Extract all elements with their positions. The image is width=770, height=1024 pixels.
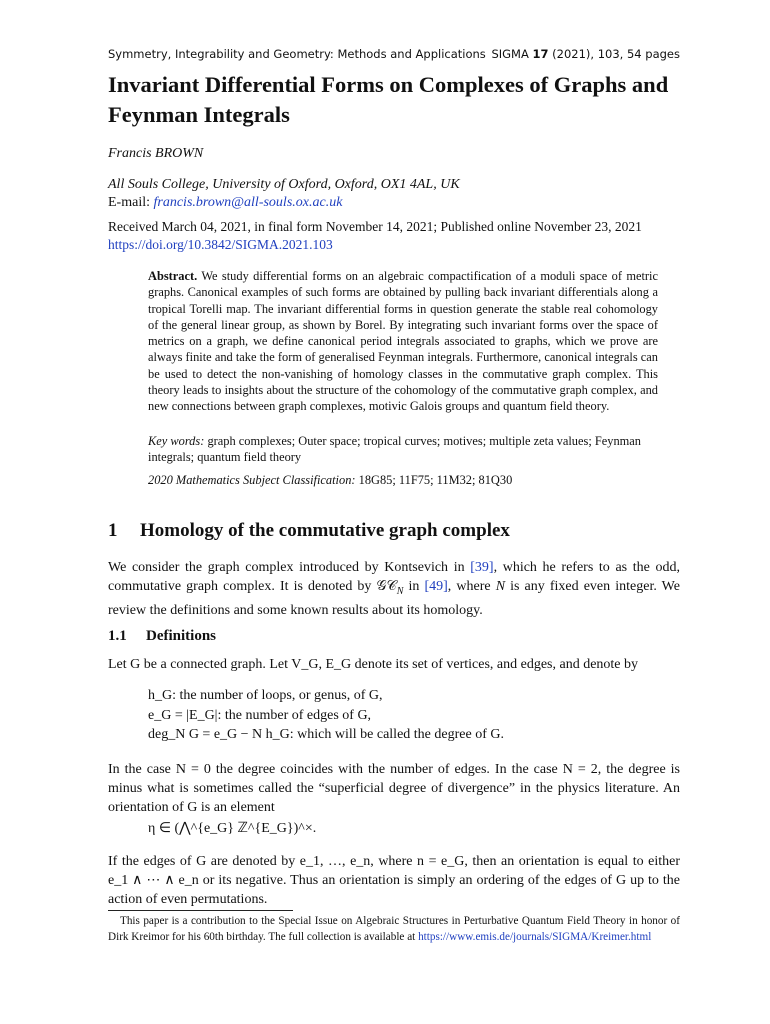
keywords-text: graph complexes; Outer space; tropical curves; motives; multiple zeta values; Feynman integrals; quantum field theory — [148, 434, 641, 465]
intro-text-b: , which he refers to as the odd, commutative graph complex. It is denoted by — [108, 560, 680, 594]
footnote — [108, 914, 680, 945]
orientation-paragraph: If the edges of G are denoted by e_1, …, e_n, where n = e_G, then an orientation is equal to either e_1 ∧ ⋯ ∧ e_n or its negative. Thus an orientation is simply an ordering of the edges of G up to the action of even permutations. — [108, 854, 680, 907]
subsection-title: Definitions — [146, 628, 217, 644]
definition-genus: h_G: the number of loops, or genus, of G, — [148, 688, 383, 703]
intro-text-d: , where — [447, 579, 496, 594]
footnote-link[interactable]: https://www.emis.de/journals/SIGMA/Kreimer.html — [418, 930, 652, 943]
paper-title: Invariant Differential Forms on Complexes of Graphs and Feynman Integrals — [108, 72, 669, 127]
intro-text-c: in — [403, 579, 425, 594]
degree-paragraph: In the case N = 0 the degree coincides with the number of edges. In the case N = 2, the degree is minus what is sometimes called the “superficial degree of divergence” in the physics literature. An orientation of G is an element — [108, 762, 680, 815]
abstract — [148, 268, 658, 415]
author-name: Francis BROWN — [108, 146, 204, 161]
subsection-heading — [108, 628, 216, 645]
keywords-label: Key words: — [148, 434, 205, 448]
definition-list — [148, 686, 504, 745]
definition-degree: deg_N G = e_G − N h_G: which will be called the degree of G. — [148, 727, 504, 742]
intro-n: N — [495, 579, 506, 594]
footnote-rule — [108, 910, 293, 911]
msc-label: 2020 Mathematics Subject Classification: — [148, 473, 356, 487]
citation-link-39[interactable]: [39] — [470, 560, 494, 575]
abstract-label: Abstract. — [148, 269, 198, 283]
running-header-citation: SIGMA 17 (2021), 103, 54 pages — [491, 47, 680, 61]
keywords — [148, 433, 658, 466]
gc-subscript: N — [396, 585, 404, 597]
section-title: Homology of the commutative graph complex — [140, 520, 510, 541]
section-heading — [108, 520, 510, 542]
msc-codes: 18G85; 11F75; 11M32; 81Q30 — [358, 473, 513, 487]
email-link[interactable]: francis.brown@all-souls.ox.ac.uk — [153, 195, 343, 210]
intro-text-a: We consider the graph complex introduced by Kontsevich in — [108, 560, 471, 575]
section-number: 1 — [108, 520, 118, 541]
definition-intro: Let G be a connected graph. Let V_G, E_G denote its set of vertices, and edges, and denote by — [108, 657, 639, 672]
email-label: E-mail: — [108, 195, 150, 210]
orientation-formula: η ∈ (⋀^{e_G} ℤ^{E_G})^×. — [148, 821, 317, 836]
abstract-text: We study differential forms on an algebraic compactification of a moduli space of metric graphs. Canonical examples of such forms are obtained by pulling back invariant differentials along a tropical Torelli map. The invariant differential forms in question generate the stable real cohomology of the general linear group, as shown by Borel. By integrating such invariant forms over the space of metrics on a graph, we define canonical period integrals associated to graphs, which we prove are always finite and take the form of generalised Feynman integrals. Furthermore, canonical integrals can be used to detect the non-vanishing of homology classes in the commutative graph complex. This theory leads to insights about the structure of the cohomology of the commutative graph complex, and new connections between graph complexes, motivic Galois groups and quantum field theory. — [148, 269, 658, 414]
intro-text-e: is any fixed even integer. We review the definitions and some known results about its homology. — [108, 579, 680, 618]
intro-paragraph — [108, 558, 680, 620]
citation-link-49[interactable]: [49] — [424, 579, 448, 594]
doi-link[interactable]: https://doi.org/10.3842/SIGMA.2021.103 — [108, 237, 333, 252]
running-header-journal: Symmetry, Integrability and Geometry: Methods and Applications — [108, 47, 486, 61]
author-email-line — [108, 195, 342, 211]
received-text: Received March 04, 2021, in final form November 14, 2021; Published online November 23, 2021 — [108, 219, 642, 234]
definition-edges: e_G = |E_G|: the number of edges of G, — [148, 707, 372, 723]
footnote-text: This paper is a contribution to the Special Issue on Algebraic Structures in Perturbative Quantum Field Theory in honor of Dirk Kreimor for his 60th birthday. The full collection is available at — [108, 915, 680, 943]
subsection-number: 1.1 — [108, 628, 127, 644]
author-affiliation: All Souls College, University of Oxford, Oxford, OX1 4AL, UK — [108, 177, 460, 192]
received-dates — [108, 218, 708, 254]
msc-classification — [148, 473, 512, 488]
gc-symbol: 𝒢𝒞 — [376, 579, 397, 594]
